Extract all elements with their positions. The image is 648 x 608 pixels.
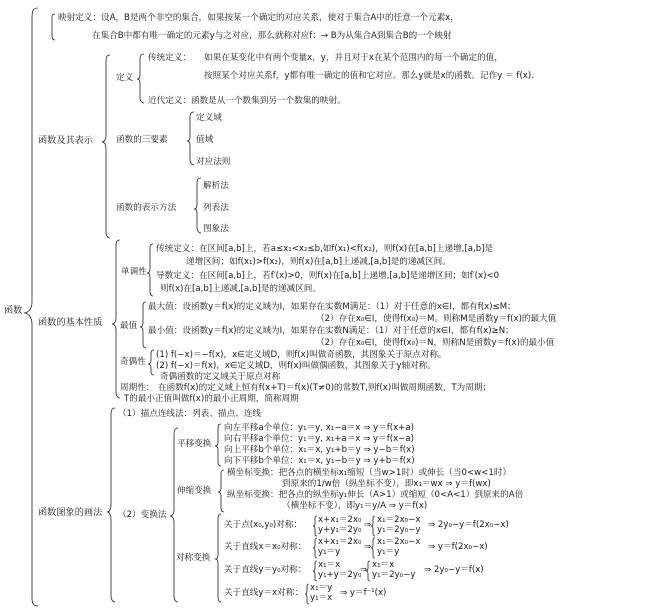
extreme-label: 最值 [120, 321, 138, 331]
stretch-h-1: 横坐标变换：把各点的横坐标x₁缩短（当w>1时）或伸长（当0<w<1时） [227, 468, 512, 478]
sym-line-eq-2: y₁＝x [310, 593, 333, 603]
parity-line-1: (1) f(−x)＝−f(x)，x∈定义域D，则f(x)叫做奇函数，其图象关于原点对称。 [156, 350, 447, 360]
stretch-v-1: 纵坐标变换：把各点的纵坐标y₁伸长（A>1）或缩短（0<A<1）到原来的A倍 [227, 490, 524, 500]
sym-y-implies: ⇒ [360, 565, 368, 575]
traditional-def-label: 传统定义： [148, 53, 191, 63]
period-label: 周期性： [120, 383, 155, 393]
sym-line-eq-1: x₁＝y [310, 583, 333, 593]
plotting-method: （1）描点连线法：列表、描点、连线 [118, 409, 261, 419]
sym-x-label: 关于直线x＝x₀对称： [224, 542, 307, 552]
root-label: 函数 [4, 305, 23, 316]
translation-down: 向下平移b个单位：x₁＝x, y₁−b＝y ⇒ y+b＝f(x) [224, 456, 415, 466]
method-analytic: 解析法 [203, 181, 229, 191]
traditional-def-line-2: 按照某个对应关系f，y都有唯一确定的值和它对应。那么y就是x的函数。记作y ＝ f(x). [204, 71, 534, 81]
max-line-1: 最大值：设函数y＝f(x)的定义域为I，如果存在实数M满足：（1）对于任意的x∈I，都有f(x)≤M； [148, 302, 516, 312]
monotonic-trad-2: 递增区间；如f(x₁)>f(x₂)，则f(x)在[a,b]上递减,[a,b]是的递减区间。 [186, 257, 451, 267]
parity-label: 奇偶性 [120, 357, 146, 367]
transform-label: （2）变换法 [118, 510, 167, 520]
sym-y-eq-3: x₁＝x [372, 560, 395, 570]
method-table: 列表法 [203, 203, 229, 213]
sym-y-eq-4: y₁＝2y₀−y [372, 570, 416, 580]
sym-x-result: ⇒ y＝f(2x₀−x) [428, 542, 488, 552]
sym-point-label: 关于点(x₀,y₀)对称： [224, 520, 303, 530]
translation-left: 向左平移a个单位：y₁＝y, x₁−a＝x ⇒ y＝f(x+a) [224, 423, 414, 433]
elements-label: 函数的三要素 [116, 135, 168, 145]
sym-point-eq-4: y₁＝2y₀−y [377, 525, 421, 535]
sym-point-eq-2: y+y₁＝2y₀ [318, 525, 362, 535]
methods-label: 函数的表示方法 [116, 203, 177, 213]
method-graph: 图象法 [203, 224, 229, 234]
definition-label: 定义 [116, 73, 134, 83]
sym-point-implies: ⇒ [364, 520, 372, 530]
sym-y-eq-1: x₁＝x [318, 560, 341, 570]
element-rule: 对应法则 [196, 157, 231, 167]
traditional-def-line-1: 如果在某变化中有两个变量x，y，并且对于x在某个范围内的每一个确定的值， [204, 53, 503, 63]
element-domain: 定义域 [196, 113, 222, 123]
graph-title: 函数图象的画法 [38, 507, 103, 518]
symmetry-label: 对称变换 [176, 553, 211, 563]
period-line-2: T的最小正值叫做f(x)的最小正周期，简称周期 [124, 394, 299, 404]
sym-point-eq-1: x+x₁＝2x₀ [318, 515, 362, 525]
mapping-line-1: 映射定义：设A，B是两个非空的集合，如果按某一个确定的对应关系，使对于集合A中的任意一个元素x， [58, 13, 459, 23]
sym-x-eq-1: x+x₁＝2x₀ [318, 537, 362, 547]
translation-label: 平移变换 [177, 439, 212, 449]
sym-x-eq-2: y₁＝y [318, 547, 341, 557]
func-repr-title: 函数及其表示 [38, 135, 94, 146]
monotonic-trad-1: 传统定义：在区间[a,b]上，若a≤x₁<x₂≤b,如f(x₁)<f(x₂)，则f(x)在[a,b]上递增,[a,b]是 [156, 244, 494, 254]
sym-line-result: ⇒ y＝f⁻¹(x) [340, 588, 387, 598]
mapping-line-2: 在集合B中都有唯一确定的元素y与之对应，那么就称对应f：→ B为从集合A到集合B的一个映射 [92, 31, 452, 41]
stretch-h-2: 到原来的1/w倍（纵坐标不变），即x₁＝wx ⇒ y＝f(wx) [282, 479, 491, 489]
modern-def: 近代定义：函数是从一个数集到另一个数集的映射。 [148, 96, 346, 106]
monotonic-label: 单调性 [121, 267, 147, 277]
sym-x-eq-4: y₁＝y [377, 547, 400, 557]
monotonic-deriv-2: 则f(x)在[a,b]上递减,[a,b]是的递减区间。 [160, 284, 321, 294]
sym-point-result: ⇒ 2y₀−y＝f(2x₀−x) [428, 520, 509, 530]
sym-y-label: 关于直线y＝y₀对称： [224, 565, 307, 575]
parity-line-3: 奇偶函数的定义域关于原点对称 [160, 372, 281, 382]
sym-line-label: 关于直线y＝x对称： [224, 588, 303, 598]
min-line-2: （2）存在x₀∈I，使得f(x₀)＝N，则称N是函数y＝f(x)的最小值 [316, 338, 555, 348]
sym-point-eq-3: x₁＝2x₀−x [377, 515, 421, 525]
stretch-label: 伸缩变换 [177, 486, 212, 496]
period-line-1: 在函数f(x)的定义域上恒有f(x+T)＝f(x)(T≠0)的常数T,则f(x)叫做周期函数，T为周期； [158, 383, 492, 393]
sym-y-result: ⇒ 2y₀−y＝f(x) [424, 565, 484, 575]
stretch-v-2: （横坐标不变），即y₁＝y/A ⇒ y＝f(x) [282, 501, 428, 511]
max-line-2: （2）存在x₀∈I，使得f(x₀)＝M。则称M是函数y＝f(x)的最大值 [316, 314, 557, 324]
sym-x-eq-3: x₁＝2x₀−x [377, 537, 421, 547]
parity-line-2: (2) f(−x)＝f(x)，x∈定义域D，则f(x)叫做偶函数，其图象关于y轴对称。 [156, 361, 436, 371]
monotonic-deriv-1: 导数定义：在区间[a,b]上，若f′(x)>0，则f(x)在[a,b]上递增,[a,b]是递增区间；如f′(x)<0 [156, 271, 500, 281]
func-props-title: 函数的基本性质 [38, 317, 103, 328]
sym-y-eq-2: y₁+y＝2y₀ [318, 570, 362, 580]
sym-x-implies: ⇒ [364, 542, 372, 552]
element-range: 值域 [196, 135, 214, 145]
translation-up: 向上平移b个单位：x₁＝x, y₁+b＝y ⇒ y−b＝f(x) [224, 445, 415, 455]
translation-right: 向右平移a个单位：y₁＝y, x₁+a＝x ⇒ y＝f(x−a) [224, 434, 414, 444]
min-line-1: 最小值：设函数y＝f(x)的定义域为I，如果存在实数N满足：（1）对于任意的x∈I，都有f(x)≥N； [148, 326, 514, 336]
